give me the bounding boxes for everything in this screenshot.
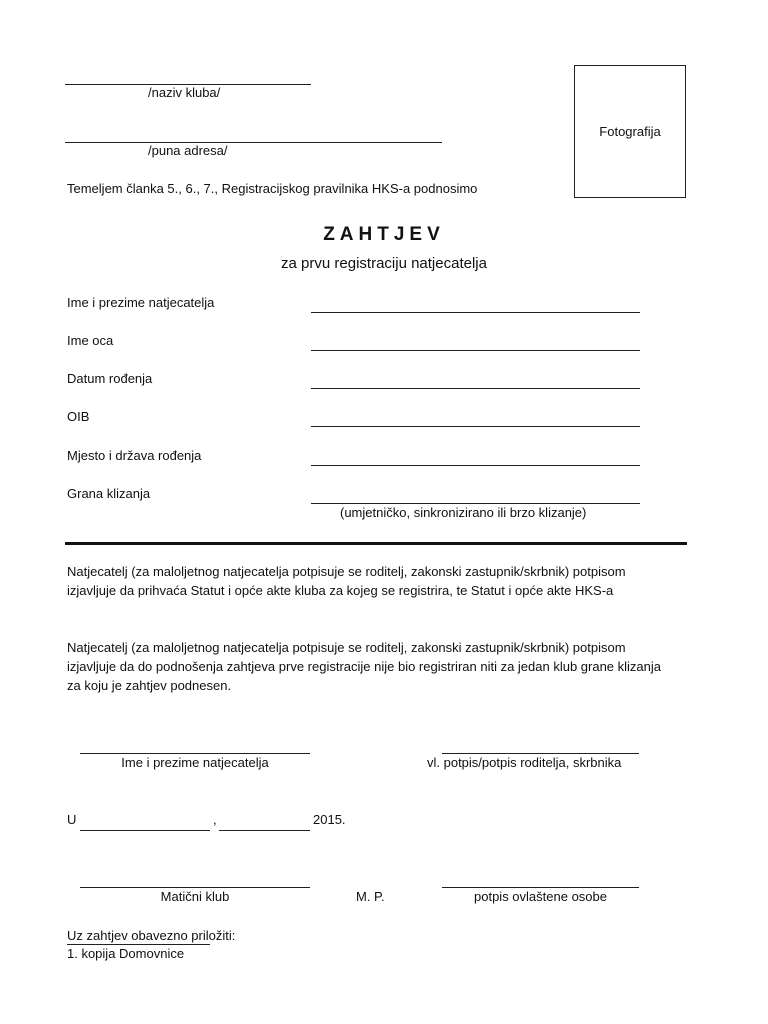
home-club-line[interactable] xyxy=(80,887,310,888)
field-line-skating-branch[interactable] xyxy=(311,503,640,504)
field-label: Mjesto i država rođenja xyxy=(67,448,202,463)
field-skating-branch xyxy=(67,486,641,504)
place-prefix: U xyxy=(67,812,77,827)
field-line-father-name[interactable] xyxy=(311,350,640,351)
attachment-item: 1. kopija Domovnice xyxy=(67,946,185,961)
club-name-label: /naziv kluba/ xyxy=(148,85,221,100)
field-label: Datum rođenja xyxy=(67,371,153,386)
statement-1: Natjecatelj (za maloljetnog natjecatelja potpisuje se roditelj, zakonski zastupnik/skrbnik) potpisom izjavljuje da prihvaća Statut i opće akte kluba za kojeg se registrira, te Statut i opće akte HKS-a xyxy=(67,564,626,598)
date-line[interactable] xyxy=(219,830,310,831)
field-line-birth-place[interactable] xyxy=(311,465,640,466)
field-birth-date xyxy=(67,371,641,389)
field-birth-place xyxy=(67,448,641,466)
field-line-oib[interactable] xyxy=(311,426,640,427)
field-label: Ime oca xyxy=(67,333,114,348)
authorized-signature-line[interactable] xyxy=(442,887,639,888)
intro-text: Temeljem članka 5., 6., 7., Registracijskog pravilnika HKS-a podnosimo xyxy=(67,181,478,196)
photo-box xyxy=(574,65,686,198)
place-line[interactable] xyxy=(80,830,210,831)
field-line-birth-date[interactable] xyxy=(311,388,640,389)
field-label: OIB xyxy=(67,409,90,424)
address-line[interactable] xyxy=(65,142,442,143)
field-competitor-name xyxy=(67,295,641,313)
competitor-name-label: Ime i prezime natjecatelja xyxy=(121,755,269,770)
home-club-label: Matični klub xyxy=(160,889,230,904)
authorized-signature-label: potpis ovlaštene osobe xyxy=(474,889,607,904)
page-title: ZAHTJEV xyxy=(323,224,445,245)
field-label: Ime i prezime natjecatelja xyxy=(67,295,215,310)
year-text: 2015. xyxy=(313,812,346,827)
attachments-underline xyxy=(67,944,210,945)
field-father-name xyxy=(67,333,641,351)
place-comma: , xyxy=(213,812,217,827)
competitor-name-line[interactable] xyxy=(80,753,310,754)
attachments-heading: Uz zahtjev obavezno priložiti: xyxy=(67,928,236,943)
page-subtitle: za prvu registraciju natjecatelja xyxy=(281,255,487,272)
field-label: Grana klizanja xyxy=(67,486,151,501)
section-divider xyxy=(65,542,687,545)
field-line-competitor-name[interactable] xyxy=(311,312,640,313)
signature-line[interactable] xyxy=(442,753,639,754)
field-hint: (umjetničko, sinkronizirano ili brzo klizanje) xyxy=(340,505,587,520)
photo-label: Fotografija xyxy=(599,124,661,139)
stamp-label: M. P. xyxy=(356,889,385,904)
field-oib xyxy=(67,409,641,427)
signature-label: vl. potpis/potpis roditelja, skrbnika xyxy=(427,755,622,770)
statement-2: Natjecatelj (za maloljetnog natjecatelja potpisuje se roditelj, zakonski zastupnik/skrbnik) potpisom izjavljuje da do podnošenja zahtjeva prve registracije nije bio registriran niti za jedan klub grane klizanja za koju je zahtjev podnesen. xyxy=(67,640,662,693)
address-label: /puna adresa/ xyxy=(148,143,228,158)
